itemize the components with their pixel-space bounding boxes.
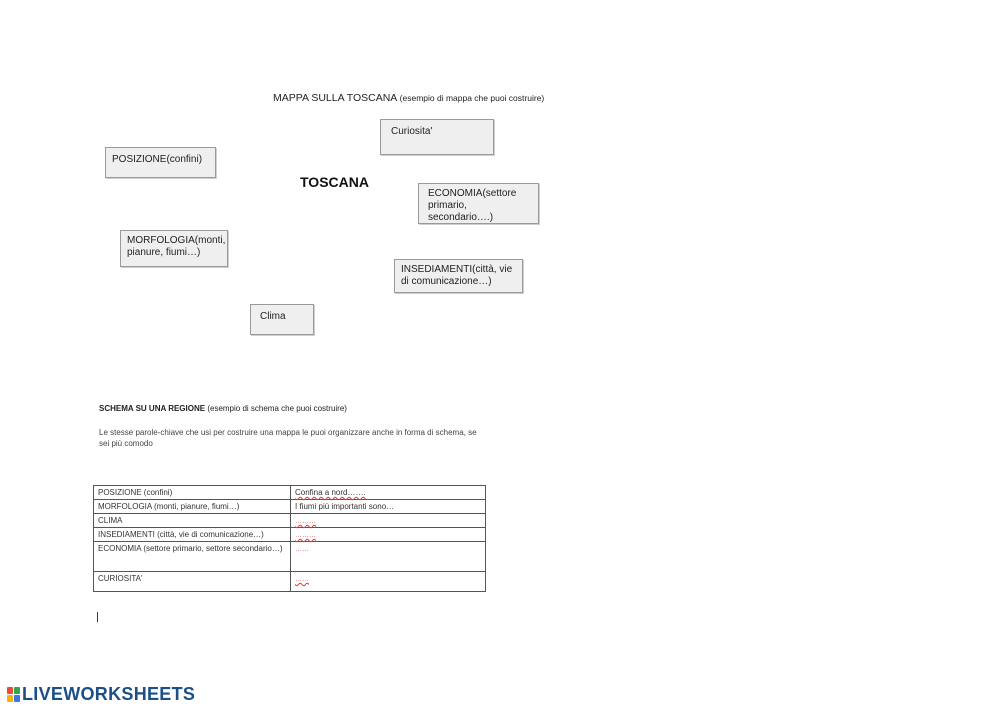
table-cell-key: MORFOLOGIA (monti, pianure, fiumi…) [94,500,291,514]
concept-box-curiosita: Curiosita' [380,119,494,155]
table-row [94,528,486,542]
schema-description: Le stesse parole-chiave che usi per costruire una mappa le puoi organizzare anche in forma di schema, se sei più comodo [99,428,477,448]
table-cell-key: CLIMA [94,514,291,528]
concept-box-insediamenti: INSEDIAMENTI(città, vie di comunicazione…) [394,259,523,293]
logo-icon [6,687,20,703]
schema-table [93,485,486,592]
concept-box-clima: Clima [250,304,314,335]
table-cell-value: ……… [291,528,486,542]
table-cell-value: Confina a nord……. [291,486,486,500]
logo-text: LIVEWORKSHEETS [22,684,196,704]
table-cell-value: …… [291,572,486,592]
concept-box-economia: ECONOMIA(settore primario, secondario….) [418,183,539,224]
map-title-subtitle: (esempio di mappa che puoi costruire) [399,93,545,103]
table-cell-value: ……… [291,514,486,528]
text-cursor [97,612,98,622]
table-cell-key: INSEDIAMENTI (città, vie di comunicazione…) [94,528,291,542]
logo-square-blue [14,695,20,702]
table-row [94,572,486,592]
logo-square-green [14,687,20,694]
schema-heading-subtitle: (esempio di schema che puoi costruire) [207,404,347,413]
logo-square-yellow [7,695,13,702]
table-cell-key: ECONOMIA (settore primario, settore secondario…) [94,542,291,572]
table-row [94,486,486,500]
logo-square-red [7,687,13,694]
table-cell-key: CURIOSITA' [94,572,291,592]
map-title-text: MAPPA SULLA TOSCANA [273,92,397,104]
table-row [94,542,486,572]
liveworksheets-logo[interactable] [6,684,195,705]
concept-box-morfologia: MORFOLOGIA(monti, pianure, fiumi…) [120,230,228,267]
schema-heading [99,404,347,413]
concept-box-posizione: POSIZIONE(confini) [105,147,216,178]
table-row [94,514,486,528]
map-title [273,92,544,104]
table-cell-key: POSIZIONE (confini) [94,486,291,500]
map-center-label: TOSCANA [300,174,369,190]
schema-heading-title: SCHEMA SU UNA REGIONE [99,404,206,413]
table-row [94,500,486,514]
table-cell-value: I fiumi più importanti sono… [291,500,486,514]
table-cell-value: …… [291,542,486,572]
